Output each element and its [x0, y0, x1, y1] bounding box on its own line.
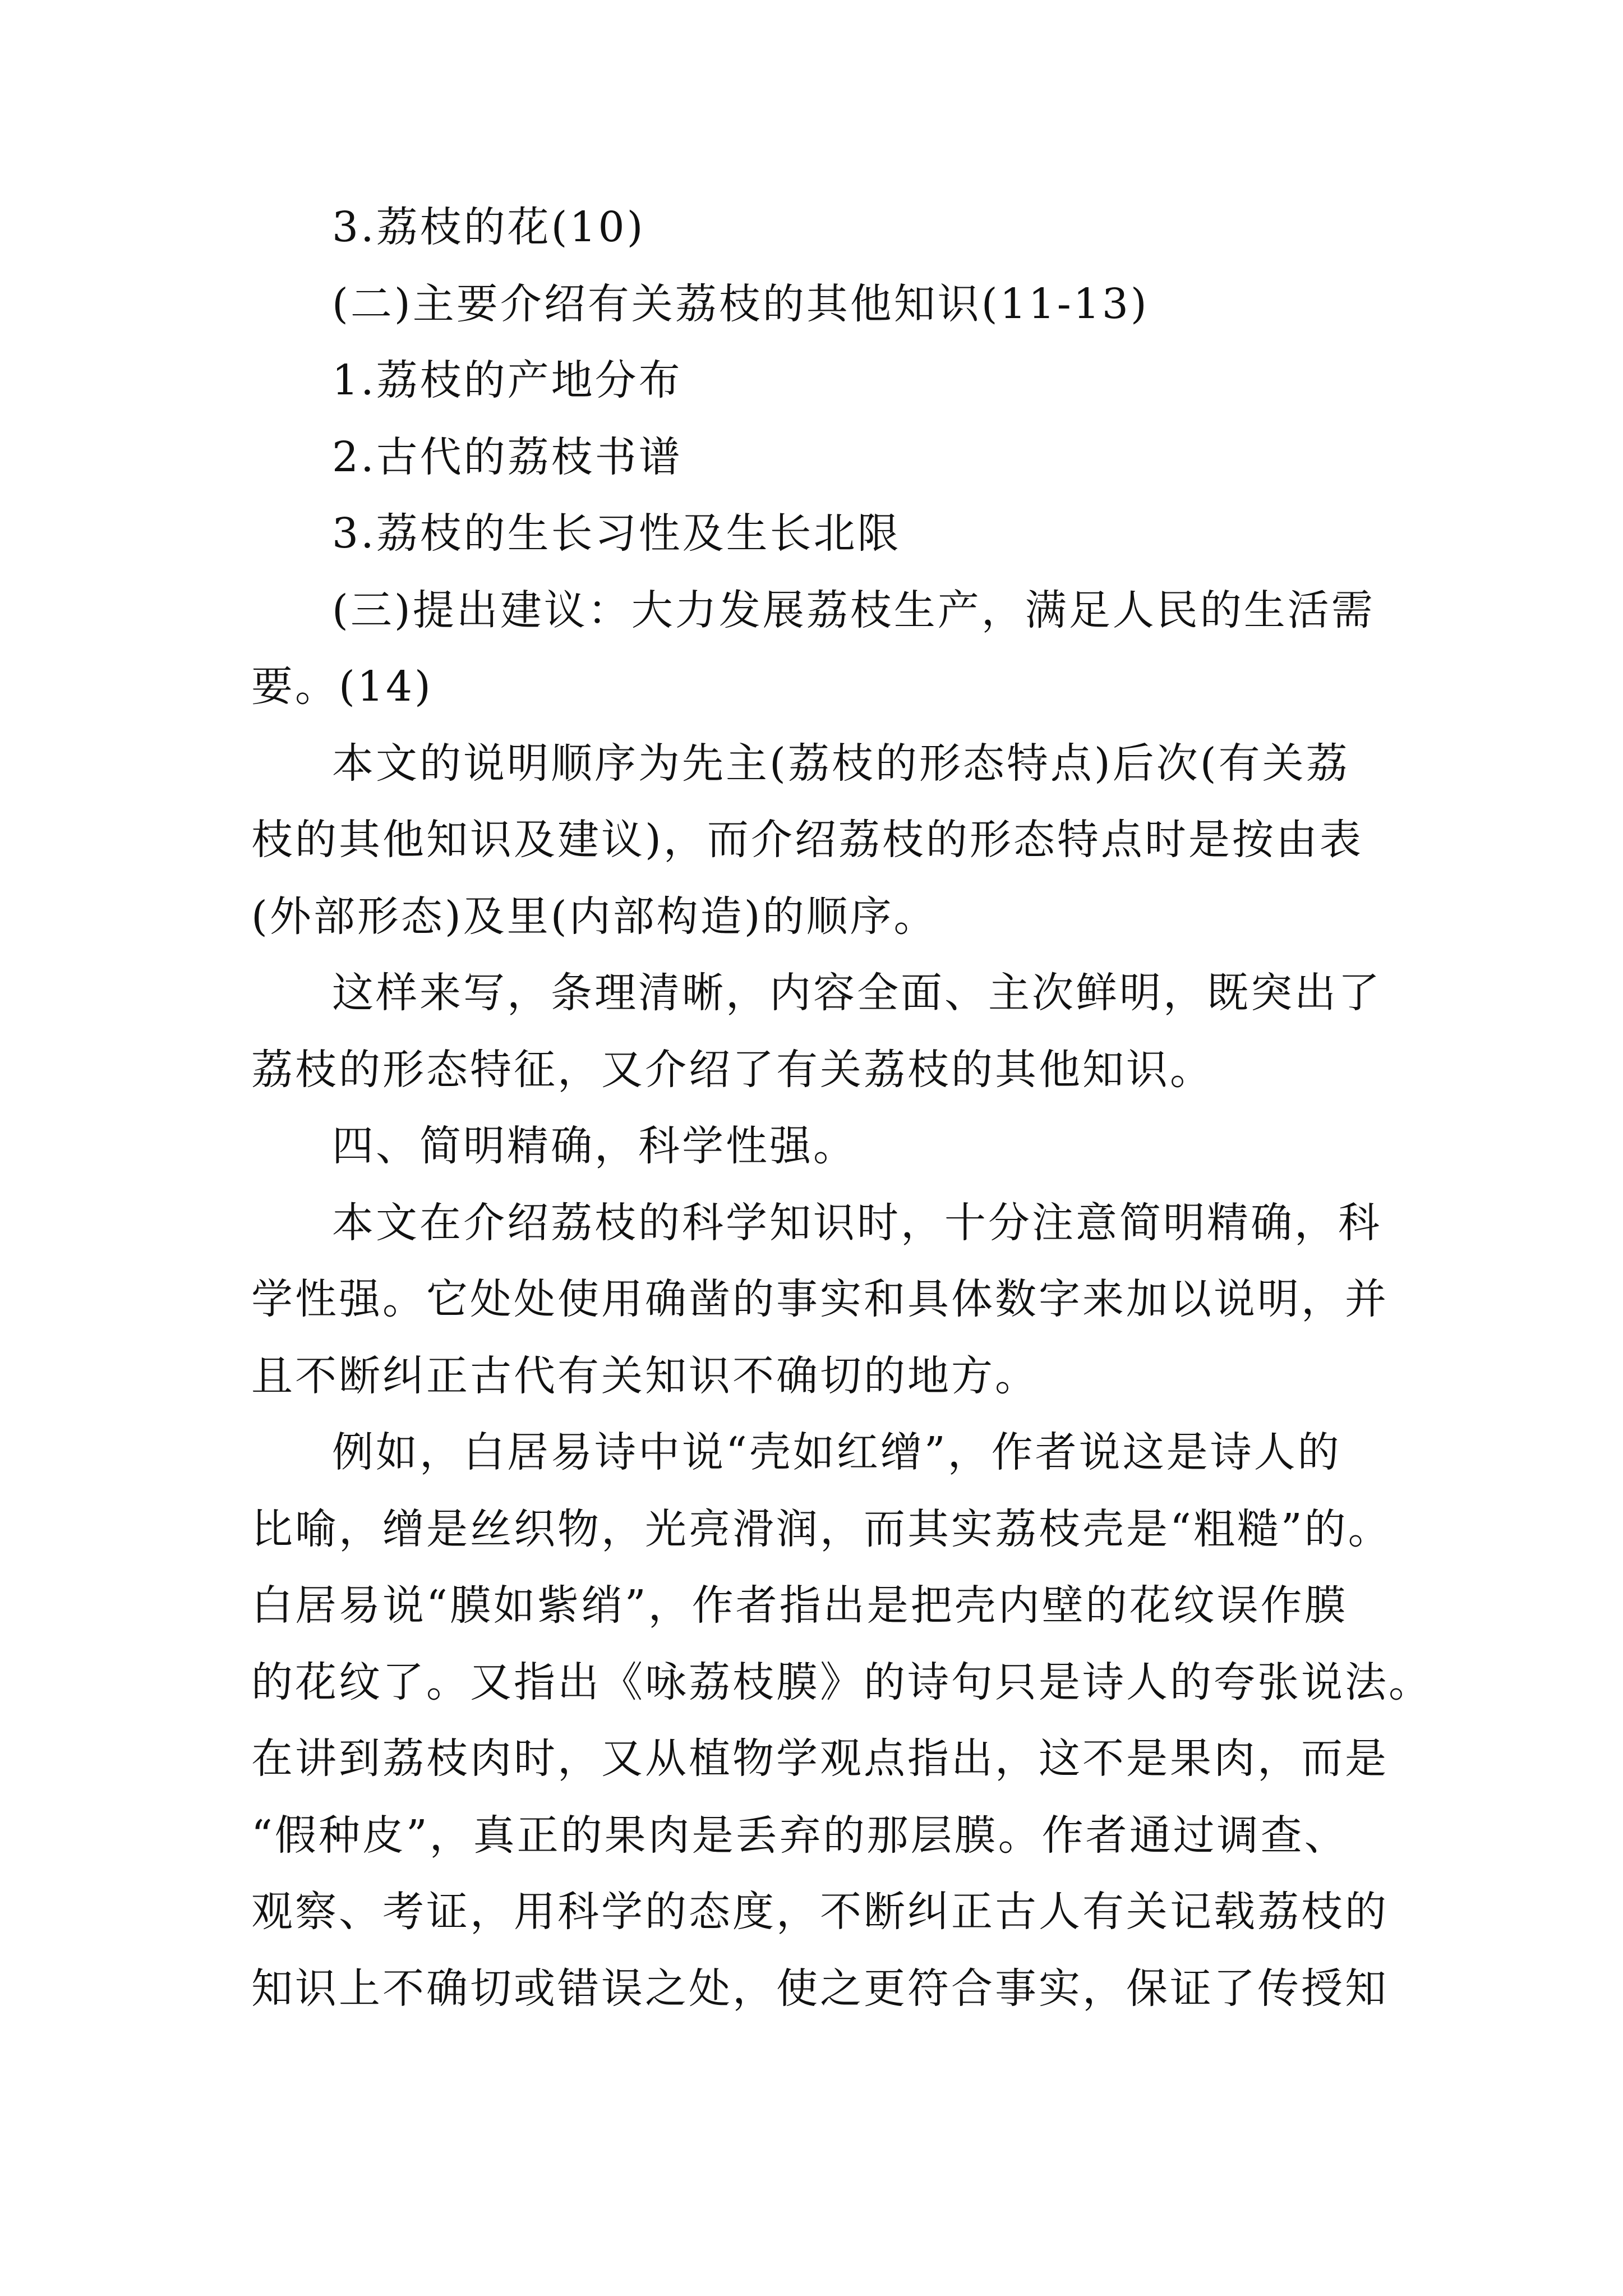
text-line: 的花纹了。又指出《咏荔枝膜》的诗句只是诗人的夸张说法。 [251, 1658, 1432, 1706]
text-line: 1.荔枝的产地分布 [332, 356, 683, 404]
text-line: (外部形态)及里(内部构造)的顺序。 [251, 892, 938, 941]
text-line: 荔枝的形态特征，又介绍了有关荔枝的其他知识。 [251, 1046, 1214, 1094]
text-line: (三)提出建议：大力发展荔枝生产，满足人民的生活需 [332, 586, 1375, 634]
text-line: 白居易说“膜如紫绡”，作者指出是把壳内壁的花纹误作膜 [251, 1581, 1348, 1630]
text-line: 枝的其他知识及建议)，而介绍荔枝的形态特点时是按由表 [251, 816, 1363, 864]
text-line: (二)主要介绍有关荔枝的其他知识(11-13) [332, 280, 1149, 328]
text-line: 观察、考证，用科学的态度，不断纠正古人有关记载荔枝的 [251, 1888, 1389, 1936]
text-line: 在讲到荔枝肉时，又从植物学观点指出，这不是果肉，而是 [251, 1734, 1389, 1783]
text-line: 例如，白居易诗中说“壳如红缯”，作者说这是诗人的 [332, 1428, 1341, 1476]
text-line: 3.荔枝的生长习性及生长北限 [332, 509, 901, 558]
text-line: 本文的说明顺序为先主(荔枝的形态特点)后次(有关荔 [332, 739, 1350, 788]
text-line: 本文在介绍荔枝的科学知识时，十分注意简明精确，科 [332, 1199, 1382, 1247]
text-line: 3.荔枝的花(10) [332, 203, 645, 251]
text-line: 要。(14) [251, 662, 433, 711]
text-line: 且不断纠正古代有关知识不确切的地方。 [251, 1352, 1039, 1400]
text-line: 2.古代的荔枝书谱 [332, 433, 683, 481]
text-line: 比喻，缯是丝织物，光亮滑润，而其实荔枝壳是“粗糙”的。 [251, 1505, 1392, 1553]
text-line: “假种皮”，真正的果肉是丢弃的那层膜。作者通过调查、 [251, 1811, 1348, 1860]
text-line: 知识上不确切或错误之处，使之更符合事实，保证了传授知 [251, 1964, 1389, 2013]
text-line: 这样来写，条理清晰，内容全面、主次鲜明，既突出了 [332, 969, 1382, 1017]
section-heading: 四、简明精确，科学性强。 [332, 1122, 857, 1170]
text-line: 学性强。它处处使用确凿的事实和具体数字来加以说明，并 [251, 1275, 1389, 1323]
